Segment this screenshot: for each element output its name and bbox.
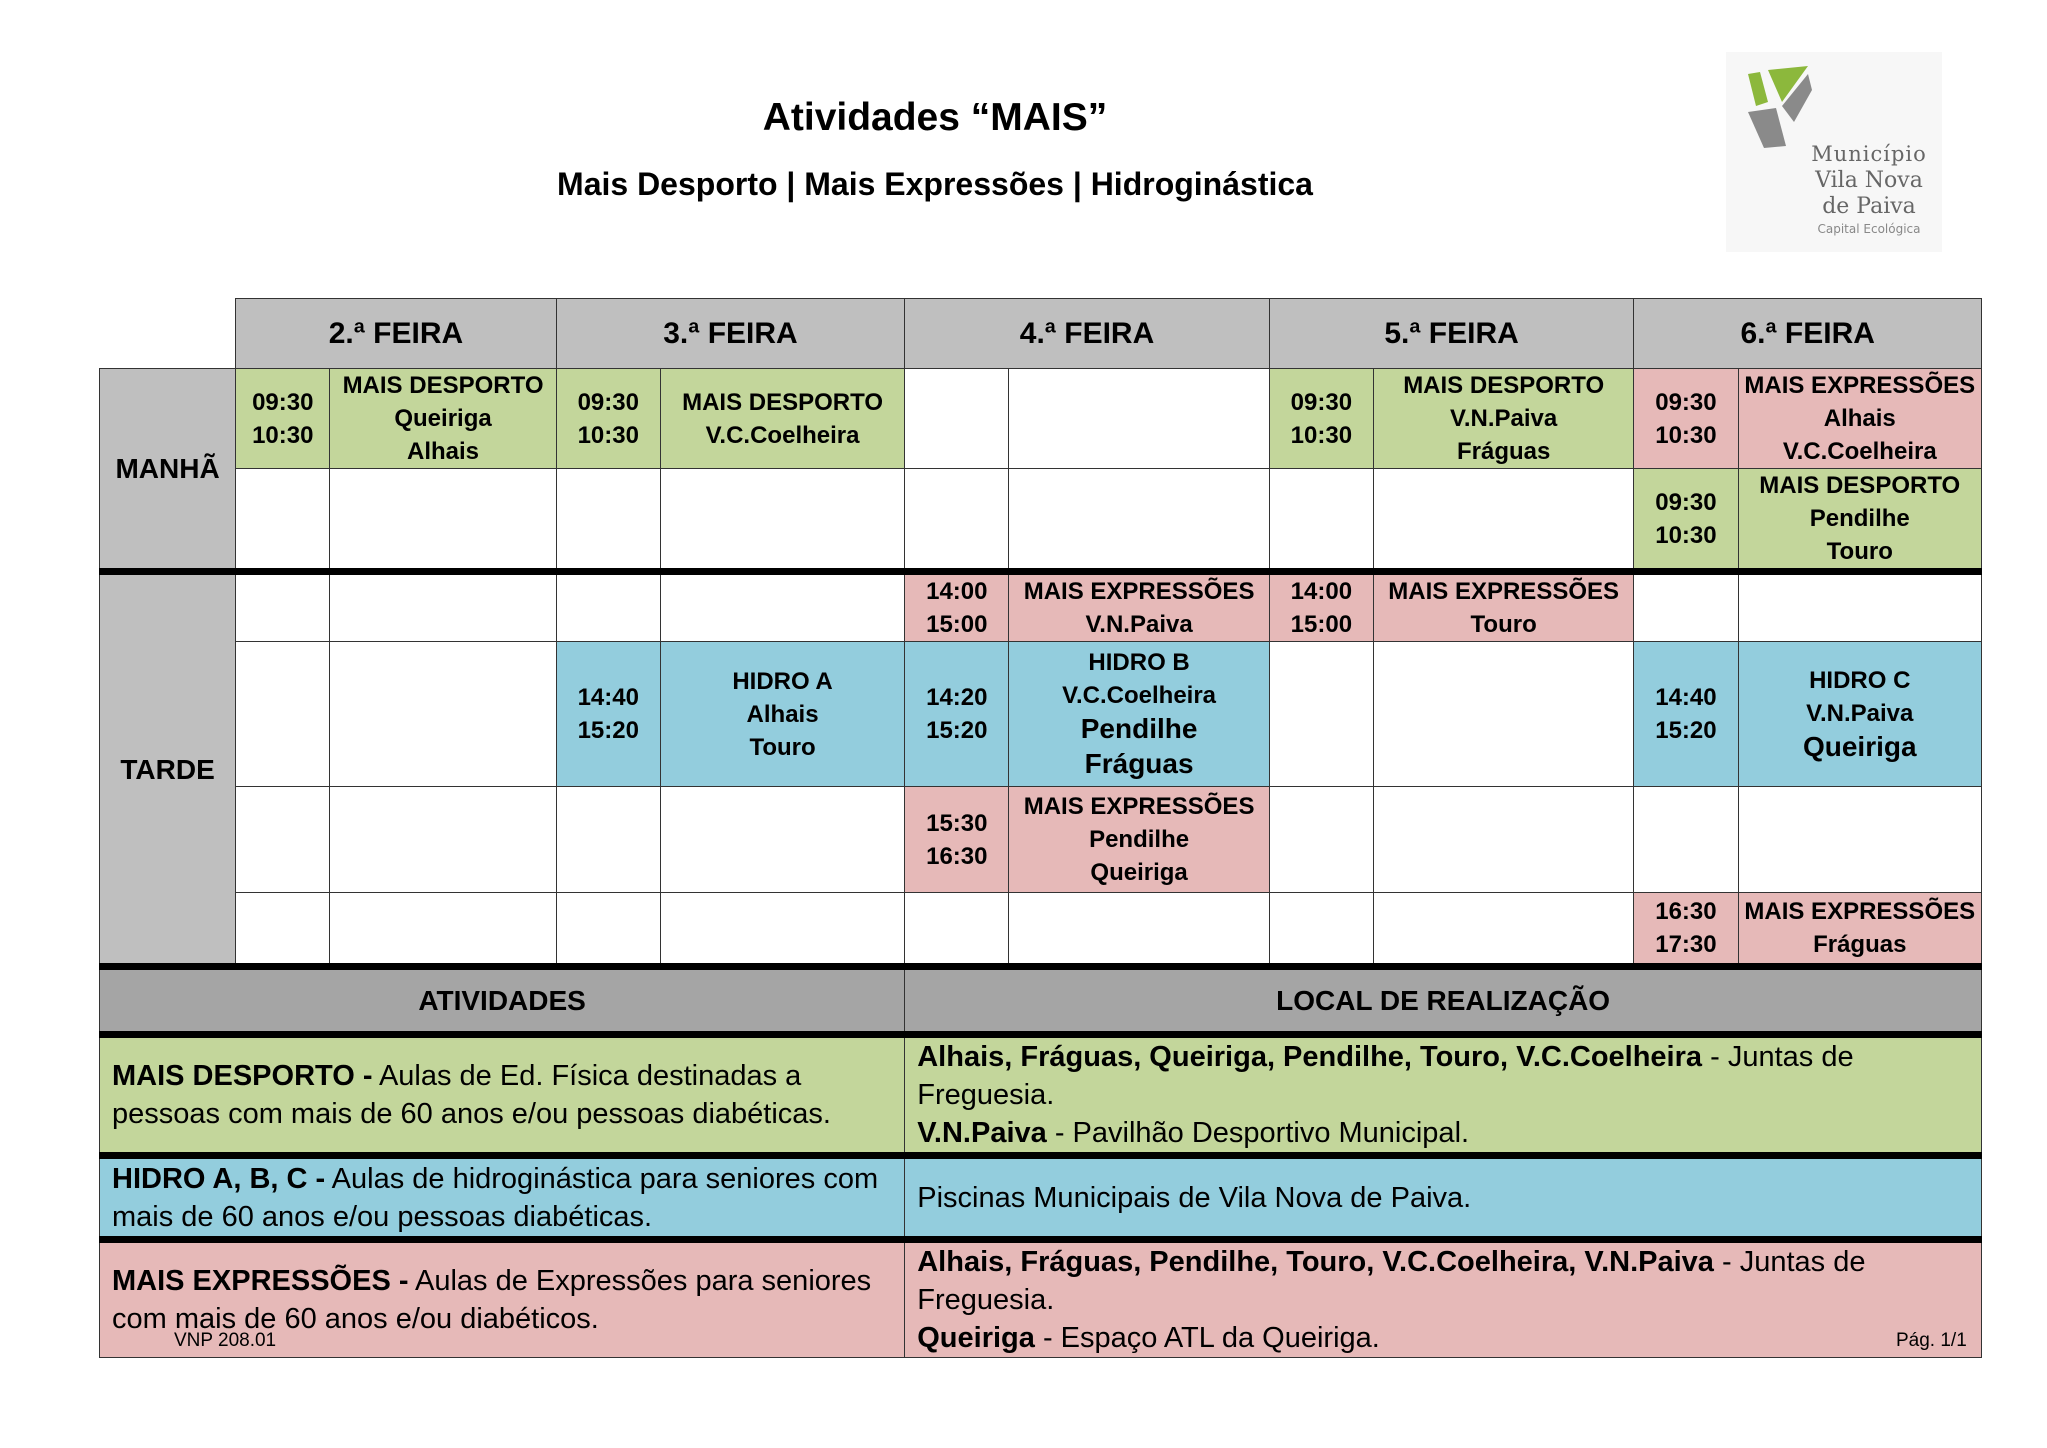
empty-cell (236, 787, 330, 893)
empty-cell (236, 469, 330, 572)
time-cell: 15:30 16:30 (905, 787, 1009, 893)
schedule-row (100, 893, 1982, 967)
page-number: Pág. 1/1 (1896, 1330, 1967, 1351)
logo-text-line3: de Paiva (1822, 194, 1916, 219)
document-code: VNP 208.01 (174, 1330, 277, 1351)
activity-cell: MAIS EXPRESSÕES Fráguas (1738, 893, 1981, 967)
schedule-row (100, 572, 1982, 642)
empty-cell (330, 642, 556, 787)
empty-cell (1634, 787, 1738, 893)
empty-cell (1269, 642, 1373, 787)
empty-cell (1269, 893, 1373, 967)
empty-cell (660, 572, 904, 642)
activity-cell: MAIS EXPRESSÕES V.N.Paiva (1009, 572, 1269, 642)
empty-cell (1373, 893, 1633, 967)
empty-cell (556, 787, 660, 893)
day-header-mon: 2.ª FEIRA (236, 299, 557, 369)
activity-cell: MAIS EXPRESSÕES Alhais V.C.Coelheira (1738, 369, 1981, 469)
legend-header-row (100, 967, 1982, 1035)
legend-row-expressoes (100, 1240, 1982, 1358)
empty-cell (1738, 572, 1981, 642)
activity-cell: MAIS EXPRESSÕES Pendilhe Queiriga (1009, 787, 1269, 893)
empty-cell (236, 642, 330, 787)
empty-cell (905, 469, 1009, 572)
empty-cell (236, 893, 330, 967)
legend-row-hidro (100, 1156, 1982, 1240)
legend-activity-desc: MAIS EXPRESSÕES - Aulas de Expressões para seniores com mais de 60 anos e/ou diabéticos. (100, 1240, 905, 1358)
time-cell: 14:40 15:20 (1634, 642, 1738, 787)
time-cell: 09:30 10:30 (1269, 369, 1373, 469)
empty-cell (236, 572, 330, 642)
time-cell: 09:30 10:30 (1634, 369, 1738, 469)
empty-cell (1009, 369, 1269, 469)
empty-cell (1373, 787, 1633, 893)
page-title: Atividades “MAIS” (762, 96, 1108, 139)
empty-cell (1738, 787, 1981, 893)
empty-cell (905, 369, 1009, 469)
time-cell: 14:00 15:00 (1269, 572, 1373, 642)
legend-activity-desc: MAIS DESPORTO - Aulas de Ed. Física destinadas a pessoas com mais de 60 anos e/ou pessoas diabéticas. (100, 1035, 905, 1156)
legend-location-desc: Piscinas Municipais de Vila Nova de Paiva. (905, 1156, 1982, 1240)
legend-location-desc: Alhais, Fráguas, Pendilhe, Touro, V.C.Coelheira, V.N.Paiva - Juntas de Freguesia. Queiriga - Espaço ATL da Queiriga. (905, 1240, 1982, 1358)
activity-cell: HIDRO C V.N.Paiva Queiriga (1738, 642, 1981, 787)
day-header-fri: 6.ª FEIRA (1634, 299, 1982, 369)
day-header-tue: 3.ª FEIRA (556, 299, 905, 369)
time-cell: 09:30 10:30 (236, 369, 330, 469)
empty-cell (556, 469, 660, 572)
period-label-morning: MANHÃ (100, 369, 236, 572)
empty-cell (1634, 572, 1738, 642)
page-subtitle: Mais Desporto | Mais Expressões | Hidroginástica (557, 166, 1313, 202)
legend-header-location: LOCAL DE REALIZAÇÃO (905, 967, 1982, 1035)
logo-text-line1: Município (1811, 142, 1927, 166)
time-cell: 14:40 15:20 (556, 642, 660, 787)
time-cell: 09:30 10:30 (556, 369, 660, 469)
empty-cell (556, 893, 660, 967)
day-header-row (100, 299, 1982, 369)
activity-cell: MAIS EXPRESSÕES Touro (1373, 572, 1633, 642)
logo-text-line2: Vila Nova (1815, 168, 1923, 193)
logo-text-line4: Capital Ecológica (1817, 222, 1921, 236)
time-cell: 09:30 10:30 (1634, 469, 1738, 572)
municipality-logo (1726, 52, 1942, 252)
empty-cell (556, 572, 660, 642)
time-cell: 16:30 17:30 (1634, 893, 1738, 967)
legend-activity-desc: HIDRO A, B, C - Aulas de hidroginástica para seniores com mais de 60 anos e/ou pessoas diabéticas. (100, 1156, 905, 1240)
time-cell: 14:20 15:20 (905, 642, 1009, 787)
logo-mark-icon (1746, 62, 1816, 152)
schedule-table (99, 298, 1982, 1358)
empty-cell (1009, 469, 1269, 572)
schedule-row (100, 469, 1982, 572)
empty-cell (660, 893, 904, 967)
corner-blank (100, 299, 236, 369)
schedule-row (100, 369, 1982, 469)
empty-cell (330, 787, 556, 893)
legend-header-activities: ATIVIDADES (100, 967, 905, 1035)
activity-cell: MAIS DESPORTO Queiriga Alhais (330, 369, 556, 469)
day-header-wed: 4.ª FEIRA (905, 299, 1270, 369)
empty-cell (1009, 893, 1269, 967)
empty-cell (660, 787, 904, 893)
activity-cell: HIDRO B V.C.Coelheira Pendilhe Fráguas (1009, 642, 1269, 787)
legend-location-desc: Alhais, Fráguas, Queiriga, Pendilhe, Touro, V.C.Coelheira - Juntas de Freguesia. V.N.Paiva - Pavilhão Desportivo Municipal. (905, 1035, 1982, 1156)
empty-cell (905, 893, 1009, 967)
time-cell: 14:00 15:00 (905, 572, 1009, 642)
schedule-row (100, 642, 1982, 787)
legend-row-desporto (100, 1035, 1982, 1156)
empty-cell (330, 469, 556, 572)
activity-cell: HIDRO A Alhais Touro (660, 642, 904, 787)
empty-cell (1269, 469, 1373, 572)
activity-cell: MAIS DESPORTO V.C.Coelheira (660, 369, 904, 469)
empty-cell (1269, 787, 1373, 893)
empty-cell (1373, 469, 1633, 572)
empty-cell (660, 469, 904, 572)
period-label-afternoon: TARDE (100, 572, 236, 967)
activity-cell: MAIS DESPORTO Pendilhe Touro (1738, 469, 1981, 572)
schedule-row (100, 787, 1982, 893)
empty-cell (1373, 642, 1633, 787)
empty-cell (330, 572, 556, 642)
day-header-thu: 5.ª FEIRA (1269, 299, 1634, 369)
empty-cell (330, 893, 556, 967)
activity-cell: MAIS DESPORTO V.N.Paiva Fráguas (1373, 369, 1633, 469)
